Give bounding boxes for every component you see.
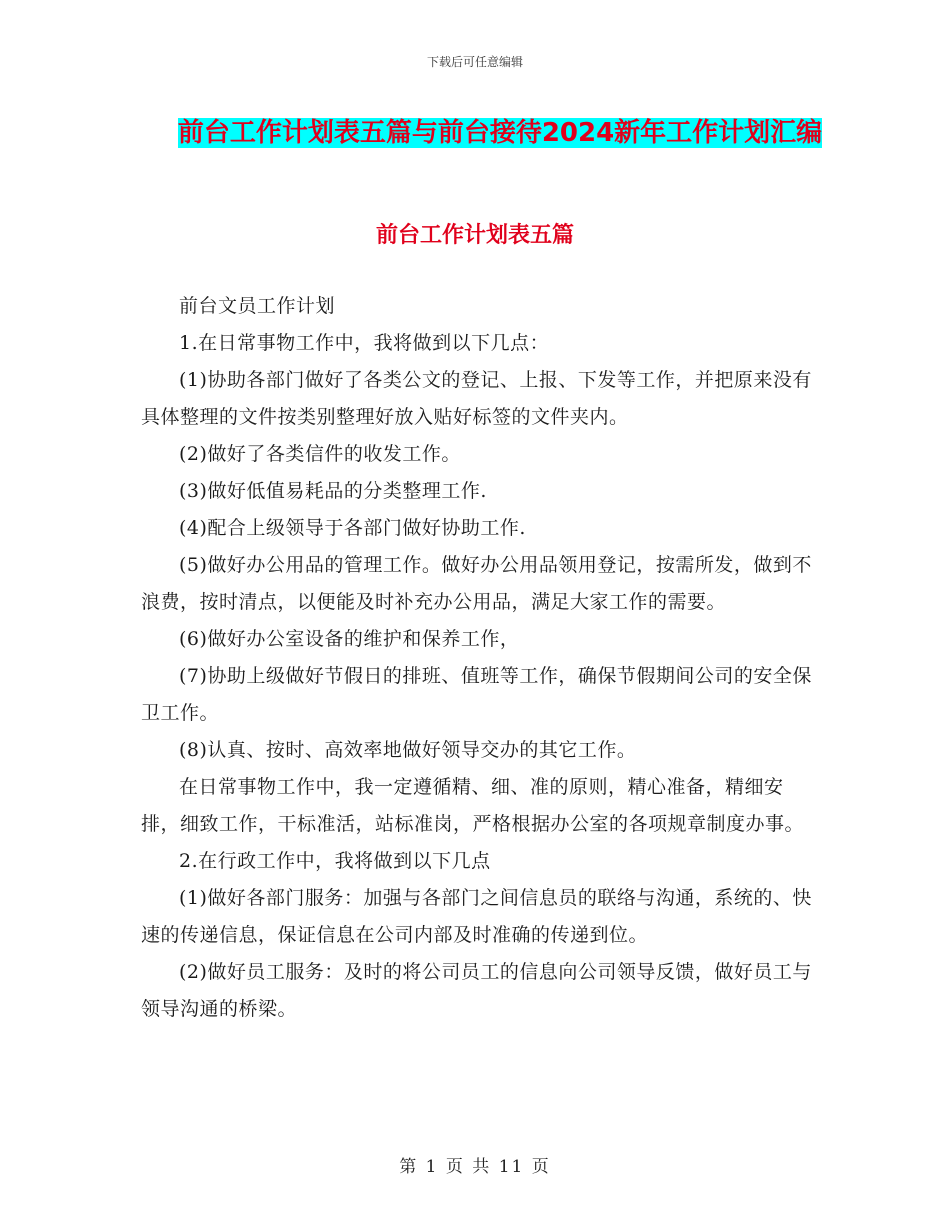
- document-body: [141, 288, 821, 1028]
- paragraph-5: (4)配合上级领导于各部门做好协助工作.: [179, 517, 526, 539]
- paragraph-2: (1)协助各部门做好了各类公文的登记、上报、下发等工作，并把原来没有具体整理的文件按类别整理好放入贴好标签的文件夹内。: [141, 369, 812, 428]
- header-note: 下载后可任意编辑: [426, 55, 523, 69]
- page-number: 第 1 页 共 11 页: [399, 1157, 551, 1177]
- paragraph-3: (2)做好了各类信件的收发工作。: [179, 443, 461, 465]
- paragraph-11: 2.在行政工作中，我将做到以下几点: [179, 850, 491, 872]
- paragraph-1: 1.在日常事物工作中，我将做到以下几点：: [179, 332, 550, 354]
- paragraph-6: (5)做好办公用品的管理工作。做好办公用品领用登记，按需所发，做到不浪费，按时清点，以便能及时补充办公用品，满足大家工作的需要。: [141, 554, 812, 613]
- document-title-text: 前台工作计划表五篇与前台接待2024新年工作计划汇编: [177, 118, 823, 148]
- paragraph-4: (3)做好低值易耗品的分类整理工作.: [179, 480, 487, 502]
- paragraph-12: (1)做好各部门服务：加强与各部门之间信息员的联络与沟通，系统的、快速的传递信息，保证信息在公司内部及时准确的传递到位。: [141, 887, 812, 946]
- paragraph-7: (6)做好办公室设备的维护和保养工作，: [179, 628, 520, 650]
- document-title: [140, 110, 860, 156]
- paragraph-0: 前台文员工作计划: [179, 295, 336, 317]
- paragraph-8: (7)协助上级做好节假日的排班、值班等工作，确保节假期间公司的安全保卫工作。: [141, 665, 812, 724]
- section-title: 前台工作计划表五篇: [375, 223, 574, 248]
- paragraph-13: (2)做好员工服务：及时的将公司员工的信息向公司领导反馈，做好员工与领导沟通的桥梁。: [141, 961, 812, 1020]
- paragraph-9: (8)认真、按时、高效率地做好领导交办的其它工作。: [179, 739, 637, 761]
- paragraph-10: 在日常事物工作中，我一定遵循精、细、准的原则，精心准备，精细安排，细致工作，干标准活，站标准岗，严格根据办公室的各项规章制度办事。: [141, 776, 805, 835]
